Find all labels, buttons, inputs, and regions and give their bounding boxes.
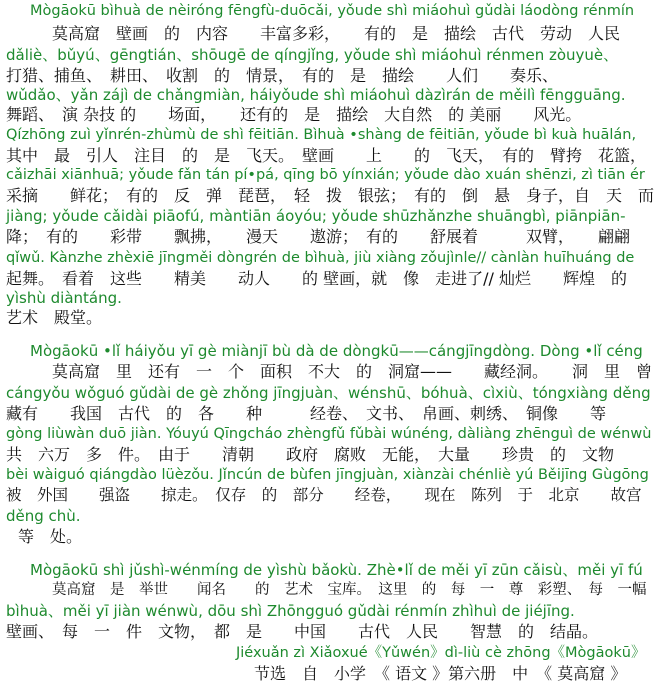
pinyin-line: Mògāokū bìhuà de nèiróng fēngfù-duōcǎi, yǒude shì miáohuì gǔdài láodòng rénmín xyxy=(30,3,635,19)
pinyin-line: bìhuà、měi yī jiàn wénwù, dōu shì Zhōngguó gǔdài rénmín zhìhuì de jiéjīng. xyxy=(6,602,575,620)
pinyin-line: yìshù diàntáng. xyxy=(6,289,122,307)
pinyin-line: Mògāokū •lǐ háiyǒu yī gè miànjī bù dà de dòngkū——cángjīngdòng. Dòng •lǐ céng xyxy=(30,342,643,360)
hanzi-line: 藏有 我国 古代 的 各 种 经卷、 文书、 帛画、刺绣、 铜像 等 xyxy=(6,404,607,423)
hanzi-line: 艺术 殿堂。 xyxy=(6,308,103,327)
pinyin-line: wǔdǎo、yǎn zájì de chǎngmiàn, háiyǒude shì miáohuì dàzìrán de měilì fēngguāng. xyxy=(6,86,626,104)
hanzi-line: 采摘 鲜花； 有的 反 弹 琵琶， 轻 拨 银弦； 有的 倒 悬 身子，自 天 而 xyxy=(6,186,655,205)
pinyin-line: Qízhōng zuì yǐnrén-zhùmù de shì fēitiān. Bìhuà •shàng de fēitiān, yǒude bì kuà huālán, xyxy=(6,127,637,143)
pinyin-line: qǐwǔ. Kànzhe zhèxiē jīngměi dòngrén de bìhuà, jiù xiàng zǒujìnle// cànlàn huīhuáng de xyxy=(6,250,635,266)
pinyin-line: cǎizhāi xiānhuā; yǒude fǎn tán pí•pá, qīng bō yínxián; yǒude dào xuán shēnzi, zì tiān ér xyxy=(6,167,645,183)
hanzi-line: 等 处。 xyxy=(18,527,83,546)
hanzi-line: 其中 最 引人 注目 的 是 飞天。 壁画 上 的 飞天， 有的 臂挎 花篮， xyxy=(6,146,647,165)
hanzi-line: 共 六万 多 件。 由于 清朝 政府 腐败 无能， 大量 珍贵 的 文物 xyxy=(6,445,615,464)
hanzi-line: 莫高窟 里 还有 一 个 面积 不大 的 洞窟—— 藏经洞。 洞 里 曾 xyxy=(52,362,653,381)
hanzi-line: 莫高窟 是 举世 闻名 的 艺术 宝库。 这里 的 每 一 尊 彩塑、 每 一幅 xyxy=(52,582,647,598)
hanzi-line: 壁画、 每 一 件 文物， 都 是 中国 古代 人民 智慧 的 结晶。 xyxy=(6,622,599,641)
pinyin-line: dǎliè、bǔyú、gēngtián、shōugē de qíngjǐng, yǒude shì miáohuì rénmen zòuyuè、 xyxy=(6,46,619,64)
hanzi-line: 被 外国 强盗 掠走。 仅存 的 部分 经卷， 现在 陈列 于 北京 故宫 xyxy=(6,486,642,504)
source-citation-pinyin: Jiéxuǎn zì Xiǎoxué《Yǔwén》dì-liù cè zhōng《Mògāokū》 xyxy=(236,645,646,661)
pinyin-line: Mògāokū shì jǔshì-wénmíng de yìshù bǎokù. Zhè•lǐ de měi yī zūn cǎisù、měi yī fú xyxy=(30,561,643,579)
hanzi-line: 起舞。 看着 这些 精美 动人 的 壁画，就 像 走进了// 灿烂 辉煌 的 xyxy=(6,269,627,288)
pinyin-line: gòng liùwàn duō jiàn. Yóuyú Qīngcháo zhèngfǔ fǔbài wúnéng, dàliàng zhēnguì de wénwù xyxy=(6,426,652,442)
hanzi-line: 莫高窟 壁画 的 内容 丰富多彩， 有的 是 描绘 古代 劳动 人民 xyxy=(52,24,621,43)
hanzi-line: 舞蹈、 演 杂技 的 场面， 还有的 是 描绘 大自然 的 美丽 风光。 xyxy=(6,105,582,124)
source-citation: 节选 自 小学 《 语文 》第六册 中 《 莫高窟 》 xyxy=(254,664,627,683)
pinyin-line: jiàng; yǒude cǎidài piāofú, màntiān áoyóu; yǒude shūzhǎnzhe shuāngbì, piānpiān- xyxy=(6,207,626,225)
pinyin-line: cángyǒu wǒguó gǔdài de gè zhǒng jīngjuàn、wénshū、bóhuà、cìxiù、tóngxiàng děng xyxy=(6,384,651,402)
pinyin-line: bèi wàiguó qiángdào lüèzǒu. Jǐncún de bùfen jīngjuàn, xiànzài chénliè yú Běijīng Gùgōng xyxy=(6,467,649,483)
pinyin-line: děng chù. xyxy=(6,507,81,525)
hanzi-line: 打猎、捕鱼、 耕田、 收割 的 情景， 有的 是 描绘 人们 奏乐、 xyxy=(6,66,559,85)
hanzi-line: 降； 有的 彩带 飘拂， 漫天 遨游； 有的 舒展着 双臂， 翩翩 xyxy=(6,227,631,246)
